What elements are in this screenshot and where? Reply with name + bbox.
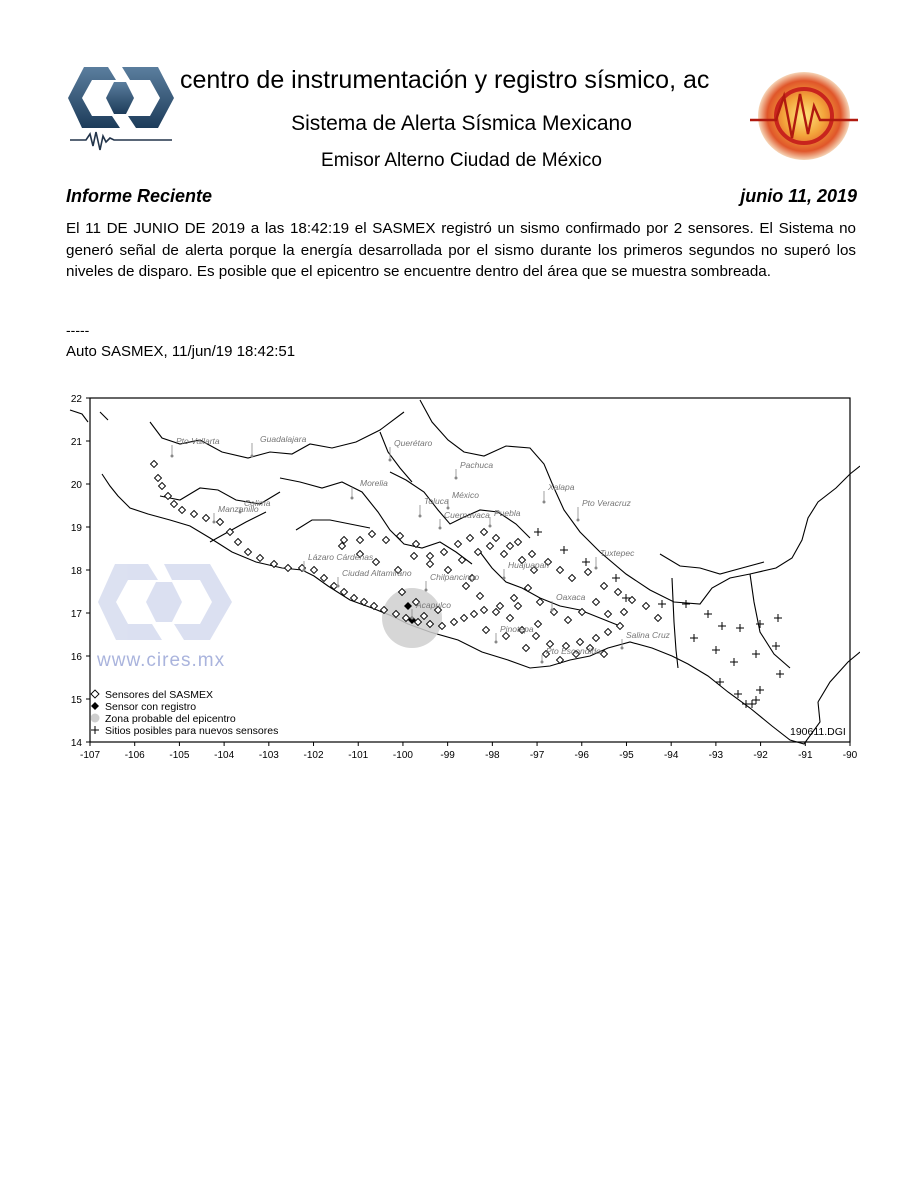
sensor-marker <box>245 549 252 556</box>
auto-timestamp-line: Auto SASMEX, 11/jun/19 18:42:51 <box>66 343 296 360</box>
sensor-marker <box>373 559 380 566</box>
sensor-marker <box>427 561 434 568</box>
x-tick-label: -105 <box>169 750 190 761</box>
x-tick-label: -93 <box>708 750 724 761</box>
new-site-marker <box>704 610 712 618</box>
city-dot <box>303 569 306 572</box>
city-label: Chilpancingo <box>430 572 480 582</box>
map-id: 190611.DGI <box>790 726 846 738</box>
sensor-marker <box>411 553 418 560</box>
y-tick-label: 19 <box>70 523 82 534</box>
sensor-marker <box>585 569 592 576</box>
sensor-marker <box>171 501 178 508</box>
city-label: Acapulco <box>416 600 451 610</box>
new-site-marker <box>752 650 760 658</box>
x-tick-label: -90 <box>842 750 858 761</box>
sensor-marker <box>529 551 536 558</box>
city-dot <box>411 617 414 620</box>
sensor-marker <box>383 537 390 544</box>
sensor-marker <box>217 519 224 526</box>
legend-hollow-diamond-icon <box>91 690 99 698</box>
cires-watermark <box>98 564 232 640</box>
organization-name: centro de instrumentación y registro sísmico, ac <box>180 66 710 94</box>
city-label: Salina Cruz <box>626 630 670 640</box>
new-site-marker <box>582 558 590 566</box>
legend-label-sensor-record: Sensor con registro <box>105 701 197 713</box>
sensor-marker <box>487 543 494 550</box>
city-label: Pto Vallarta <box>176 436 220 446</box>
x-tick-label: -107 <box>79 750 101 761</box>
sensor-marker <box>515 603 522 610</box>
city-label: Ciudad Altamirano <box>342 568 412 578</box>
seismic-map <box>60 392 860 764</box>
sensor-marker <box>483 627 490 634</box>
new-site-marker <box>658 600 666 608</box>
new-site-marker <box>682 600 690 608</box>
sensor-marker <box>463 583 470 590</box>
city-dot <box>577 519 580 522</box>
sensor-marker <box>369 531 376 538</box>
y-tick-label: 20 <box>70 480 82 491</box>
watermark-url: www.cires.mx <box>97 650 226 671</box>
new-site-marker <box>756 686 764 694</box>
city-dot <box>171 455 174 458</box>
sensor-marker <box>285 565 292 572</box>
sensor-marker <box>569 575 576 582</box>
x-tick-label: -103 <box>258 750 279 761</box>
sensor-marker <box>191 511 198 518</box>
sensor-marker <box>523 645 530 652</box>
city-dot <box>595 567 598 570</box>
new-site-marker <box>776 670 784 678</box>
new-site-marker <box>560 546 568 554</box>
sensor-marker <box>605 629 612 636</box>
y-tick-label: 21 <box>70 437 82 448</box>
x-tick-label: -98 <box>485 750 500 761</box>
sensor-marker <box>477 593 484 600</box>
sensor-marker <box>467 535 474 542</box>
y-tick-label: 22 <box>70 394 82 405</box>
report-date: junio 11, 2019 <box>740 186 857 206</box>
sensor-marker <box>235 539 242 546</box>
sensor-marker <box>511 595 518 602</box>
city-label: Xalapa <box>548 482 575 492</box>
x-tick-label: -97 <box>529 750 545 761</box>
new-site-marker <box>712 646 720 654</box>
x-tick-label: -106 <box>124 750 145 761</box>
x-tick-label: -96 <box>574 750 589 761</box>
y-tick-label: 15 <box>70 695 82 706</box>
sensor-marker <box>459 557 466 564</box>
city-label: Oaxaca <box>556 592 586 602</box>
sensor-marker <box>471 611 478 618</box>
sensor-marker <box>481 529 488 536</box>
sensor-marker <box>151 461 158 468</box>
new-site-marker <box>730 658 738 666</box>
sensor-marker <box>501 551 508 558</box>
sensor-marker <box>601 651 608 658</box>
city-dot <box>621 647 624 650</box>
legend-label-epicenter-zone: Zona probable del epicentro <box>105 713 236 725</box>
sensor-marker <box>481 607 488 614</box>
city-label: Toluca <box>424 496 449 506</box>
sensor-marker <box>427 553 434 560</box>
sensor-marker <box>605 611 612 618</box>
sensor-marker <box>643 603 650 610</box>
new-site-marker <box>690 634 698 642</box>
x-tick-label: -102 <box>303 750 324 761</box>
emitter-name: Emisor Alterno Ciudad de México <box>321 150 602 171</box>
y-tick-label: 16 <box>70 652 82 663</box>
city-label: Manzanillo <box>218 504 259 514</box>
x-tick-label: -94 <box>663 750 679 761</box>
city-label: Huajuapan <box>508 560 550 570</box>
x-tick-label: -95 <box>619 750 634 761</box>
sensor-marker <box>451 619 458 626</box>
system-name: Sistema de Alerta Sísmica Mexicano <box>291 112 632 135</box>
city-label: Pto Escondido <box>546 646 601 656</box>
x-tick-label: -92 <box>753 750 768 761</box>
x-tick-label: -101 <box>348 750 369 761</box>
city-label: Querétaro <box>394 438 433 448</box>
sensor-marker <box>257 555 264 562</box>
y-tick-label: 14 <box>70 738 82 749</box>
legend-plus-icon <box>91 726 99 734</box>
y-tick-label: 18 <box>70 566 82 577</box>
sensor-marker <box>475 549 482 556</box>
new-site-marker <box>534 528 542 536</box>
report-label: Informe Reciente <box>66 186 213 206</box>
sensor-marker <box>155 475 162 482</box>
city-label: Lázaro Cárdenas <box>308 552 374 562</box>
sensor-marker <box>615 589 622 596</box>
city-dot <box>419 515 422 518</box>
city-label: México <box>452 490 479 500</box>
city-dot <box>439 527 442 530</box>
city-label: Pachuca <box>460 460 494 470</box>
x-tick-label: -100 <box>392 750 413 761</box>
sensor-marker <box>371 603 378 610</box>
sensor-marker <box>621 609 628 616</box>
sensor-marker <box>357 537 364 544</box>
city-label: Pinotepa <box>500 624 534 634</box>
sensor-marker <box>601 583 608 590</box>
new-site-marker <box>736 624 744 632</box>
map-legend <box>91 689 279 737</box>
city-dot <box>543 501 546 504</box>
legend-filled-diamond-icon <box>91 702 99 710</box>
city-dot <box>389 459 392 462</box>
sensor-marker <box>321 575 328 582</box>
city-dot <box>541 661 544 664</box>
city-label: Pto Veracruz <box>582 498 631 508</box>
legend-label-sensors: Sensores del SASMEX <box>105 689 213 701</box>
new-site-marker <box>612 574 620 582</box>
city-dot <box>251 455 254 458</box>
sensor-marker <box>455 541 462 548</box>
sensor-marker <box>311 567 318 574</box>
new-site-marker <box>774 614 782 622</box>
legend-label-new-sites: Sitios posibles para nuevos sensores <box>105 725 279 737</box>
cires-logo <box>66 64 176 154</box>
y-tick-label: 17 <box>70 609 82 620</box>
city-dot <box>495 641 498 644</box>
sensor-marker <box>507 543 514 550</box>
x-tick-label: -91 <box>798 750 813 761</box>
sensor-marker <box>557 567 564 574</box>
sensor-marker <box>577 639 584 646</box>
city-dot <box>351 497 354 500</box>
sensor-marker <box>535 621 542 628</box>
city-label: Tuxtepec <box>600 548 635 558</box>
sensor-marker <box>655 615 662 622</box>
city-dot <box>213 521 216 524</box>
sensor-marker <box>593 599 600 606</box>
city-dot <box>503 577 506 580</box>
sensor-marker <box>493 535 500 542</box>
city-dot <box>425 589 428 592</box>
sensor-marker <box>441 549 448 556</box>
city-label: Colima <box>244 498 271 508</box>
new-site-marker <box>752 696 760 704</box>
city-label: Puebla <box>494 508 521 518</box>
new-site-marker <box>716 678 724 686</box>
legend-gray-circle-icon <box>91 714 100 723</box>
sensor-marker <box>493 609 500 616</box>
city-dot <box>337 585 340 588</box>
city-dot <box>489 525 492 528</box>
sensor-marker <box>515 539 522 546</box>
sensor-marker <box>617 623 624 630</box>
sensor-marker <box>397 533 404 540</box>
city-label: Cuernavaca <box>444 510 490 520</box>
sensor-marker <box>203 515 210 522</box>
sensor-marker <box>461 615 468 622</box>
separator: ----- <box>66 322 90 338</box>
x-tick-label: -99 <box>440 750 455 761</box>
city-label: Guadalajara <box>260 434 307 444</box>
city-dot <box>551 609 554 612</box>
new-site-marker <box>772 642 780 650</box>
city-label: Morelia <box>360 478 388 488</box>
city-dot <box>455 477 458 480</box>
sensor-marker <box>507 615 514 622</box>
report-body: El 11 DE JUNIO DE 2019 a las 18:42:19 el SASMEX registró un sismo confirmado por 2 sensores. El Sistema no generó señal de alerta porque la energía desarrollada por el sismo durante los primeros segundos no superó los niveles de disparo. Es posible que el epicentro se encuentre dentro del área que se muestra sombreada. <box>66 220 856 281</box>
x-tick-label: -104 <box>214 750 235 761</box>
sensor-marker <box>159 483 166 490</box>
sensor-marker <box>565 617 572 624</box>
new-site-marker <box>756 620 764 628</box>
sensor-marker <box>593 635 600 642</box>
sensor-marker <box>497 603 504 610</box>
new-site-marker <box>718 622 726 630</box>
sensor-marker <box>179 507 186 514</box>
